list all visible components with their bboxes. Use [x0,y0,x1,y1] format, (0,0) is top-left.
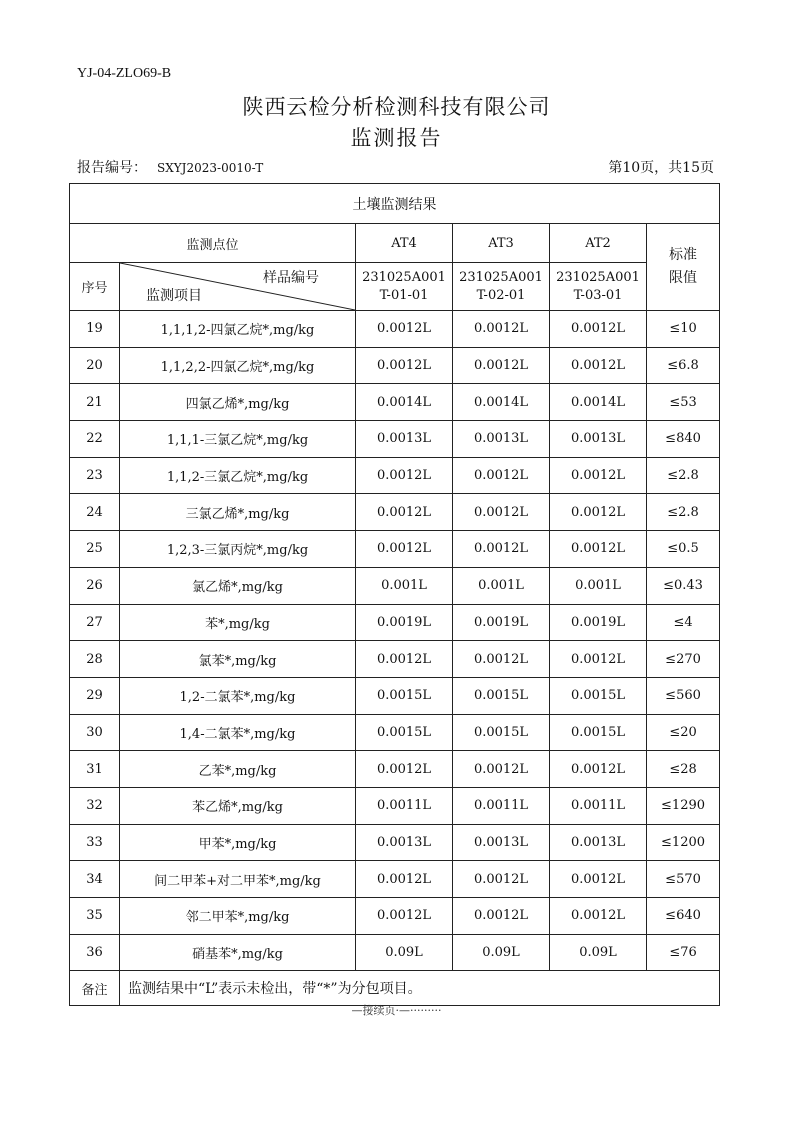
standard-limit: ≤76 [647,934,720,971]
value-at3: 0.0012L [453,347,550,384]
report-number [77,157,263,177]
value-at4: 0.0015L [356,677,453,714]
document-code: YJ-04-ZLO69-B [77,66,172,81]
table-row [70,641,720,678]
table-row [70,457,720,494]
sample-code-line: T-01-01 [379,287,429,303]
diagonal-header [120,263,356,311]
standard-limit: ≤640 [647,898,720,935]
report-number-label: 报告编号： [77,160,147,176]
value-at3: 0.0015L [453,677,550,714]
value-at3: 0.0012L [453,457,550,494]
row-number: 19 [70,311,120,348]
sample-code-label: 样品编号 [263,270,319,286]
point-at4: AT4 [356,224,453,263]
table-row [70,421,720,458]
table-row [70,494,720,531]
value-at2: 0.0012L [550,751,647,788]
value-at4: 0.0012L [356,751,453,788]
table-row [70,898,720,935]
value-at3: 0.0012L [453,531,550,568]
table-row [70,751,720,788]
row-number: 34 [70,861,120,898]
value-at3: 0.0014L [453,384,550,421]
value-at3: 0.0013L [453,824,550,861]
row-number: 28 [70,641,120,678]
table-row [70,347,720,384]
row-number: 32 [70,787,120,824]
monitor-item: 1,2,3-三氯丙烷*,mg/kg [120,531,356,568]
standard-limit: ≤28 [647,751,720,788]
standard-limit: ≤1290 [647,787,720,824]
row-number: 27 [70,604,120,641]
value-at4: 0.0012L [356,898,453,935]
value-at3: 0.0012L [453,311,550,348]
standard-limit: ≤560 [647,677,720,714]
standard-limit: ≤53 [647,384,720,421]
table-row [70,567,720,604]
monitor-item: 硝基苯*,mg/kg [120,934,356,971]
table-row [70,714,720,751]
sample-code-line: T-02-01 [476,287,526,303]
value-at2: 0.0015L [550,714,647,751]
note-row [70,971,720,1006]
row-number: 24 [70,494,120,531]
report-number-value: SXYJ2023-0010-T [157,161,264,175]
table-row [70,604,720,641]
point-at3: AT3 [453,224,550,263]
row-number: 30 [70,714,120,751]
standard-limit: ≤270 [647,641,720,678]
value-at4: 0.0012L [356,311,453,348]
row-number: 20 [70,347,120,384]
table-caption: 土壤监测结果 [70,184,720,224]
standard-limit: ≤6.8 [647,347,720,384]
value-at3: 0.001L [453,567,550,604]
standard-limit: ≤0.43 [647,567,720,604]
value-at3: 0.0012L [453,494,550,531]
note-text: 监测结果中“L”表示未检出，带“*”为分包项目。 [120,971,720,1006]
report-title: 监测报告 [350,126,443,150]
value-at4: 0.0012L [356,531,453,568]
value-at3: 0.0012L [453,751,550,788]
sample-code-line: T-03-01 [573,287,623,303]
value-at3: 0.0013L [453,421,550,458]
results-table [69,183,720,1006]
table-row [70,787,720,824]
value-at3: 0.0011L [453,787,550,824]
page-info: 第10页，共15页 [608,160,714,176]
table-row [70,861,720,898]
row-number: 21 [70,384,120,421]
sample-code-line: 231025A001 [362,269,446,285]
sample-code-at3 [453,263,550,311]
monitor-item: 乙苯*,mg/kg [120,751,356,788]
value-at4: 0.09L [356,934,453,971]
value-at4: 0.0012L [356,457,453,494]
point-label: 监测点位 [70,224,356,263]
standard-limit: ≤20 [647,714,720,751]
monitor-item: 三氯乙烯*,mg/kg [120,494,356,531]
value-at2: 0.0013L [550,824,647,861]
company-name: 陕西云检分析检测科技有限公司 [242,95,551,119]
value-at2: 0.0015L [550,677,647,714]
value-at4: 0.0012L [356,347,453,384]
standard-limit-label: 标准 限值 [669,247,698,286]
table-row [70,824,720,861]
value-at4: 0.0019L [356,604,453,641]
value-at3: 0.0012L [453,861,550,898]
value-at3: 0.09L [453,934,550,971]
monitor-item: 间二甲苯+对二甲苯*,mg/kg [120,861,356,898]
standard-limit: ≤0.5 [647,531,720,568]
row-number: 29 [70,677,120,714]
monitor-item: 1,1,1,2-四氯乙烷*,mg/kg [120,311,356,348]
value-at2: 0.0012L [550,531,647,568]
standard-limit: ≤840 [647,421,720,458]
monitor-item: 四氯乙烯*,mg/kg [120,384,356,421]
value-at3: 0.0015L [453,714,550,751]
value-at2: 0.0012L [550,311,647,348]
standard-limit-header [647,224,720,311]
value-at2: 0.0013L [550,421,647,458]
row-number: 33 [70,824,120,861]
row-number: 36 [70,934,120,971]
table-row [70,934,720,971]
table-row [70,677,720,714]
sample-code-at4 [356,263,453,311]
value-at2: 0.0012L [550,898,647,935]
value-at3: 0.0012L [453,898,550,935]
monitor-item: 氯乙烯*,mg/kg [120,567,356,604]
value-at3: 0.0019L [453,604,550,641]
monitor-item: 苯*,mg/kg [120,604,356,641]
value-at2: 0.0011L [550,787,647,824]
monitor-item: 1,1,2,2-四氯乙烷*,mg/kg [120,347,356,384]
value-at2: 0.0012L [550,457,647,494]
value-at2: 0.0019L [550,604,647,641]
value-at2: 0.0012L [550,641,647,678]
monitor-item: 氯苯*,mg/kg [120,641,356,678]
standard-limit: ≤2.8 [647,494,720,531]
monitor-item: 1,4-二氯苯*,mg/kg [120,714,356,751]
row-number: 35 [70,898,120,935]
row-number: 26 [70,567,120,604]
value-at4: 0.001L [356,567,453,604]
standard-limit: ≤10 [647,311,720,348]
standard-limit: ≤1200 [647,824,720,861]
row-number: 31 [70,751,120,788]
value-at2: 0.001L [550,567,647,604]
standard-limit: ≤4 [647,604,720,641]
monitor-item: 1,1,2-三氯乙烷*,mg/kg [120,457,356,494]
point-at2: AT2 [550,224,647,263]
row-number: 22 [70,421,120,458]
value-at4: 0.0012L [356,861,453,898]
table-row [70,311,720,348]
sample-code-line: 231025A001 [459,269,543,285]
value-at2: 0.0012L [550,494,647,531]
seq-header: 序号 [70,263,120,311]
value-at4: 0.0011L [356,787,453,824]
table-row [70,384,720,421]
value-at4: 0.0014L [356,384,453,421]
value-at3: 0.0012L [453,641,550,678]
monitor-item-label: 监测项目 [146,288,202,304]
table-row [70,531,720,568]
value-at2: 0.0012L [550,347,647,384]
row-number: 25 [70,531,120,568]
standard-limit: ≤570 [647,861,720,898]
value-at4: 0.0013L [356,824,453,861]
standard-limit: ≤2.8 [647,457,720,494]
monitor-item: 1,2-二氯苯*,mg/kg [120,677,356,714]
monitor-item: 邻二甲苯*,mg/kg [120,898,356,935]
sample-code-at2 [550,263,647,311]
value-at2: 0.0014L [550,384,647,421]
value-at4: 0.0012L [356,494,453,531]
row-number: 23 [70,457,120,494]
monitor-item: 1,1,1-三氯乙烷*,mg/kg [120,421,356,458]
value-at4: 0.0015L [356,714,453,751]
monitor-item: 苯乙烯*,mg/kg [120,787,356,824]
monitor-item: 甲苯*,mg/kg [120,824,356,861]
value-at2: 0.09L [550,934,647,971]
value-at4: 0.0013L [356,421,453,458]
sample-code-line: 231025A001 [556,269,640,285]
value-at4: 0.0012L [356,641,453,678]
value-at2: 0.0012L [550,861,647,898]
continue-note: —接续页·—········· [351,1004,442,1017]
note-label: 备注 [70,971,120,1006]
